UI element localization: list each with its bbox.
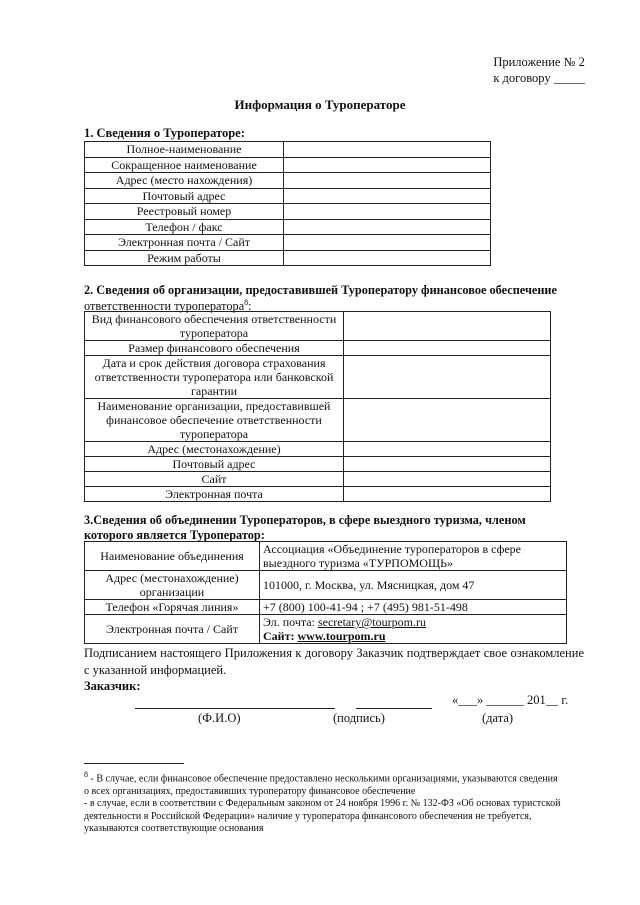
row-label: Адрес (место нахождения) bbox=[85, 173, 284, 189]
row-label: Дата и срок действия договора страхования ответственности туроператора или банковской гарантии bbox=[85, 356, 344, 399]
table-row bbox=[85, 157, 491, 173]
table-row bbox=[85, 487, 551, 502]
table-row bbox=[85, 542, 567, 571]
row-label: Телефон «Горячая линия» bbox=[85, 600, 260, 615]
table-row bbox=[85, 600, 567, 615]
table-row bbox=[85, 173, 491, 189]
customer-label: Заказчик: bbox=[84, 679, 141, 693]
table-row bbox=[85, 341, 551, 356]
row-value bbox=[344, 472, 551, 487]
annex-header bbox=[493, 54, 585, 86]
row-label: Почтовый адрес bbox=[85, 457, 344, 472]
row-label: Адрес (местонахождение) организации bbox=[85, 571, 260, 600]
touroperator-table bbox=[84, 141, 491, 266]
row-value bbox=[284, 235, 491, 251]
email-site-label: Электронная почта / Сайт bbox=[85, 615, 260, 644]
row-value: +7 (800) 100-41-94 ; +7 (495) 981-51-498 bbox=[260, 600, 567, 615]
footnote: $^8$ - В случае, если финансовое обеспечение предоставлено несколькими организациями, указываются сведения о всех организациях, предоставивших туроператору финансовое обеспечение - в случае, если в соответствии с Федеральным законом от 24 ноября 1996 г. № 132-ФЗ «Об основах туристской деятельности в Российской Федерации» наличие у туроператора финансового обеспечения не требуется, указываются соответствующие основания bbox=[84, 770, 561, 835]
site-link[interactable]: www.tourpom.ru bbox=[297, 629, 386, 643]
row-value bbox=[344, 487, 551, 502]
table-row bbox=[85, 188, 491, 204]
annex-contract-ref: к договору _____ bbox=[493, 71, 585, 85]
date-caption: (дата) bbox=[482, 711, 514, 725]
sign-line bbox=[356, 708, 432, 709]
table-row bbox=[85, 457, 551, 472]
row-label: Режим работы bbox=[85, 250, 284, 266]
table-row bbox=[85, 250, 491, 266]
section2-heading: 2. Сведения об организации, предоставившей Туроператору финансовое обеспечение ответственности туроператора$^8$: bbox=[84, 283, 557, 314]
email-site-value: Эл. почта: secretary@tourpom.ru Сайт: www.tourpom.ru bbox=[260, 615, 567, 644]
row-value bbox=[344, 457, 551, 472]
table-row bbox=[85, 312, 551, 341]
row-value bbox=[284, 173, 491, 189]
row-value bbox=[284, 219, 491, 235]
financial-guarantee-table bbox=[84, 311, 551, 502]
table-row bbox=[85, 235, 491, 251]
row-label: Реестровый номер bbox=[85, 204, 284, 220]
table-row bbox=[85, 442, 551, 457]
row-value bbox=[284, 142, 491, 158]
section3-heading: 3.Сведения об объединении Туроператоров, в сфере выездного туризма, членом которого является Туроператор: bbox=[84, 513, 526, 542]
fio-caption: (Ф.И.О) bbox=[198, 711, 241, 725]
row-value bbox=[284, 204, 491, 220]
table-row bbox=[85, 472, 551, 487]
row-label: Наименование организации, предоставившей финансовое обеспечение ответственности туроператора bbox=[85, 399, 344, 442]
date-field: «___» ______ 201__ г. bbox=[452, 693, 569, 707]
document-title: Информация о Туроператоре bbox=[234, 97, 406, 112]
row-value bbox=[344, 341, 551, 356]
row-value: Ассоциация «Объединение туроператоров в сфере выездного туризма «ТУРПОМОЩЬ» bbox=[260, 542, 567, 571]
table-row bbox=[85, 356, 551, 399]
row-label: Вид финансового обеспечения ответственности туроператора bbox=[85, 312, 344, 341]
row-value bbox=[284, 157, 491, 173]
row-label: Наименование объединения bbox=[85, 542, 260, 571]
row-label: Электронная почта / Сайт bbox=[85, 235, 284, 251]
row-label: Сокращенное наименование bbox=[85, 157, 284, 173]
sign-caption: (подпись) bbox=[333, 711, 385, 725]
row-label: Электронная почта bbox=[85, 487, 344, 502]
row-value bbox=[344, 399, 551, 442]
row-value: 101000, г. Москва, ул. Мясницкая, дом 47 bbox=[260, 571, 567, 600]
row-value bbox=[284, 250, 491, 266]
table-row bbox=[85, 142, 491, 158]
row-label: Сайт bbox=[85, 472, 344, 487]
signing-text: Подписанием настоящего Приложения к договору Заказчик подтверждает свое ознакомление с указанной информацией. bbox=[84, 646, 584, 677]
footnote-divider bbox=[84, 763, 184, 764]
table-row bbox=[85, 399, 551, 442]
row-value bbox=[284, 188, 491, 204]
table-row bbox=[85, 615, 567, 644]
row-label: Почтовый адрес bbox=[85, 188, 284, 204]
row-label: Полное-наименование bbox=[85, 142, 284, 158]
table-row bbox=[85, 204, 491, 220]
annex-number: Приложение № 2 bbox=[493, 55, 585, 69]
table-row bbox=[85, 219, 491, 235]
row-label: Телефон / факс bbox=[85, 219, 284, 235]
row-label: Адрес (местонахождение) bbox=[85, 442, 344, 457]
table-row bbox=[85, 571, 567, 600]
section1-heading: 1. Сведения о Туроператоре: bbox=[84, 126, 245, 140]
row-value bbox=[344, 442, 551, 457]
row-label: Размер финансового обеспечения bbox=[85, 341, 344, 356]
row-value bbox=[344, 312, 551, 341]
fio-line bbox=[135, 708, 335, 709]
email-link[interactable]: secretary@tourpom.ru bbox=[317, 615, 426, 629]
row-value bbox=[344, 356, 551, 399]
association-table bbox=[84, 541, 567, 644]
